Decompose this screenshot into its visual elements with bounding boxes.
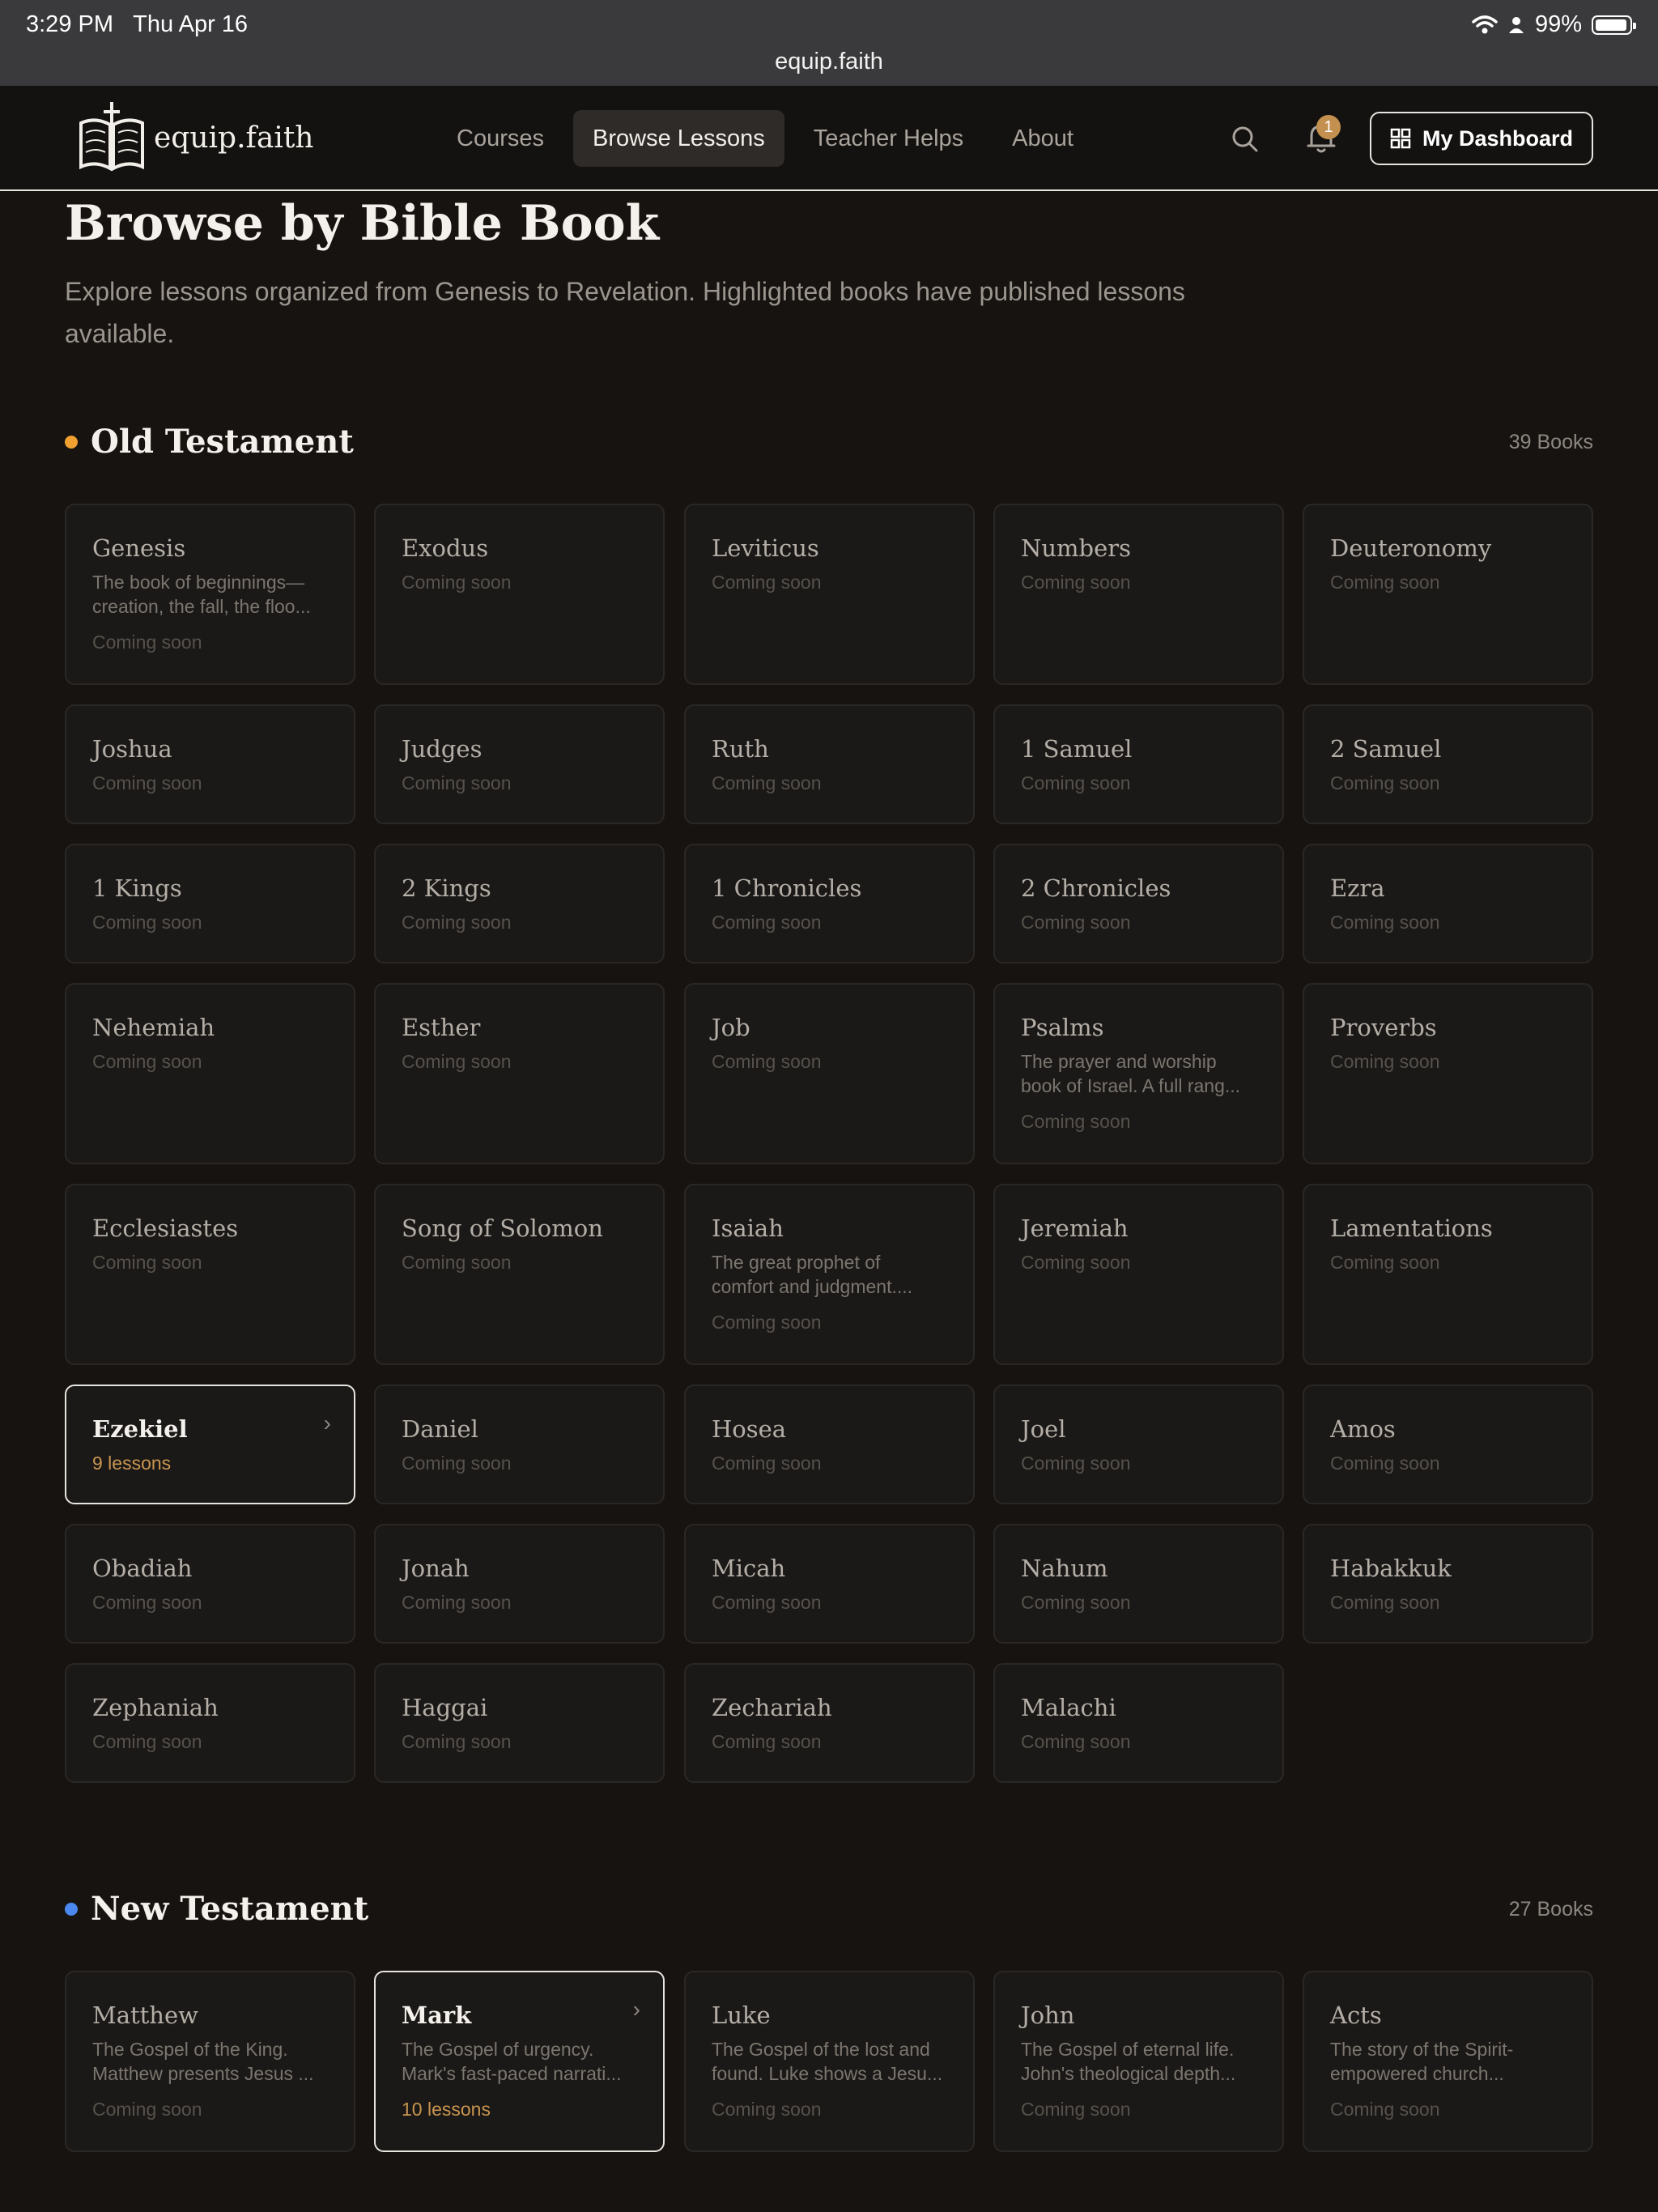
book-name: Zechariah: [712, 1694, 832, 1721]
book-status: Coming soon: [402, 1051, 512, 1072]
nav-browse-lessons[interactable]: Browse Lessons: [573, 110, 784, 167]
book-status: Coming soon: [92, 1252, 202, 1273]
book-status: Coming soon: [1330, 772, 1440, 793]
book-description: The prayer and worship book of Israel. A full rang...: [1021, 1051, 1241, 1096]
book-name: Isaiah: [712, 1214, 784, 1242]
chevron-right-icon: ›: [323, 1410, 331, 1436]
book-card-malachi[interactable]: [993, 1663, 1284, 1783]
book-name: Haggai: [402, 1694, 488, 1721]
book-name: Proverbs: [1330, 1014, 1437, 1041]
book-card-1-kings[interactable]: [65, 844, 355, 963]
book-status: Coming soon: [1330, 912, 1440, 933]
book-name: Psalms: [1021, 1014, 1104, 1041]
book-card-jonah[interactable]: [374, 1524, 665, 1644]
book-status: Coming soon: [1021, 1592, 1131, 1613]
book-status: Coming soon: [402, 1731, 512, 1752]
my-dashboard-button[interactable]: [1370, 112, 1593, 165]
book-card-deuteronomy[interactable]: [1303, 504, 1593, 685]
book-name: Ezra: [1330, 874, 1385, 902]
book-card-leviticus[interactable]: [684, 504, 975, 685]
book-name: Lamentations: [1330, 1214, 1493, 1242]
book-card-2-chronicles[interactable]: [993, 844, 1284, 963]
book-card-haggai[interactable]: [374, 1663, 665, 1783]
book-card-luke[interactable]: [684, 1971, 975, 2152]
book-card-isaiah[interactable]: [684, 1184, 975, 1365]
book-card-obadiah[interactable]: [65, 1524, 355, 1644]
book-status: Coming soon: [1021, 1252, 1131, 1273]
book-status: Coming soon: [1021, 1453, 1131, 1474]
book-card-acts[interactable]: [1303, 1971, 1593, 2152]
book-status: Coming soon: [712, 1453, 822, 1474]
book-description: The great prophet of comfort and judgment....: [712, 1252, 913, 1297]
new-testament-title: New Testament: [91, 1890, 369, 1928]
book-card-amos[interactable]: [1303, 1385, 1593, 1504]
book-name: John: [1021, 2001, 1075, 2029]
book-status: Coming soon: [402, 1252, 512, 1273]
book-card-matthew[interactable]: [65, 1971, 355, 2152]
battery-icon: [1592, 15, 1632, 35]
book-card-proverbs[interactable]: [1303, 983, 1593, 1164]
book-card-genesis[interactable]: [65, 504, 355, 685]
book-card-1-chronicles[interactable]: [684, 844, 975, 963]
old-testament-header: [65, 418, 1593, 466]
book-status: Coming soon: [1330, 572, 1440, 593]
book-status: Coming soon: [1021, 1731, 1131, 1752]
book-name: Zephaniah: [92, 1694, 219, 1721]
nav-courses[interactable]: Courses: [457, 125, 544, 151]
main-nav: [437, 110, 1093, 167]
book-card-ruth[interactable]: [684, 704, 975, 824]
book-status: Coming soon: [402, 1453, 512, 1474]
new-testament-count: 27 Books: [1508, 1898, 1593, 1921]
open-book-sword-icon: [74, 100, 149, 175]
book-card-2-samuel[interactable]: [1303, 704, 1593, 824]
book-card-psalms[interactable]: [993, 983, 1284, 1164]
book-card-nahum[interactable]: [993, 1524, 1284, 1644]
old-testament-title: Old Testament: [91, 423, 354, 461]
book-card-nehemiah[interactable]: [65, 983, 355, 1164]
book-status: Coming soon: [712, 1731, 822, 1752]
book-card-ecclesiastes[interactable]: [65, 1184, 355, 1365]
book-name: 1 Chronicles: [712, 874, 862, 902]
page-title: Browse by Bible Book: [65, 195, 660, 252]
book-name: Hosea: [712, 1415, 787, 1443]
status-bar: [0, 0, 1658, 86]
book-name: Habakkuk: [1330, 1555, 1452, 1582]
book-name: 2 Kings: [402, 874, 491, 902]
wifi-icon: [1472, 15, 1498, 35]
old-testament-count: 39 Books: [1508, 431, 1593, 453]
logo-text: equip.faith: [154, 121, 314, 155]
book-card-mark[interactable]: [374, 1971, 665, 2152]
book-name: Genesis: [92, 534, 186, 562]
book-name: Exodus: [402, 534, 489, 562]
logo[interactable]: [74, 100, 314, 175]
status-indicators: [1472, 11, 1632, 38]
book-status: Coming soon: [1021, 912, 1131, 933]
book-name: Esther: [402, 1014, 481, 1041]
book-name: Joel: [1021, 1415, 1066, 1443]
book-card-song-of-solomon[interactable]: [374, 1184, 665, 1365]
book-status: Coming soon: [92, 1731, 202, 1752]
book-description: The story of the Spirit-empowered church...: [1330, 2039, 1514, 2084]
book-status: Coming soon: [402, 1592, 512, 1613]
book-status: Coming soon: [402, 772, 512, 793]
book-description: The Gospel of the lost and found. Luke shows a Jesu...: [712, 2039, 943, 2084]
book-status: Coming soon: [92, 1592, 202, 1613]
book-name: Malachi: [1021, 1694, 1116, 1721]
book-status: Coming soon: [1021, 572, 1131, 593]
book-name: Daniel: [402, 1415, 478, 1443]
book-card-jeremiah[interactable]: [993, 1184, 1284, 1365]
book-card-esther[interactable]: [374, 983, 665, 1164]
book-description: The Gospel of the King. Matthew presents Jesus ...: [92, 2039, 314, 2084]
new-testament-header: [65, 1885, 1593, 1933]
book-description: The book of beginnings—creation, the fall, the floo...: [92, 572, 311, 617]
book-status: Coming soon: [92, 1051, 202, 1072]
book-status: Coming soon: [92, 912, 202, 933]
book-status: Coming soon: [1330, 1051, 1440, 1072]
book-status: Coming soon: [92, 2099, 202, 2120]
book-status: Coming soon: [712, 772, 822, 793]
book-status: Coming soon: [1021, 1111, 1131, 1132]
book-status: Coming soon: [712, 912, 822, 933]
book-name: Judges: [402, 735, 483, 763]
book-card-lamentations[interactable]: [1303, 1184, 1593, 1365]
new-testament-dot: [65, 1903, 78, 1916]
book-card-daniel[interactable]: [374, 1385, 665, 1504]
book-status: Coming soon: [712, 572, 822, 593]
old-testament-dot: [65, 436, 78, 449]
book-status: Coming soon: [1330, 1252, 1440, 1273]
book-name: Song of Solomon: [402, 1214, 603, 1242]
book-status: Coming soon: [1021, 772, 1131, 793]
book-status: Coming soon: [1330, 2099, 1440, 2120]
book-card-habakkuk[interactable]: [1303, 1524, 1593, 1644]
chevron-right-icon: ›: [632, 1997, 640, 2022]
book-name: Ecclesiastes: [92, 1214, 239, 1242]
book-name: Obadiah: [92, 1555, 193, 1582]
person-icon: [1507, 15, 1525, 35]
book-status: Coming soon: [712, 1312, 822, 1333]
book-name: Acts: [1330, 2001, 1382, 2029]
nav-about[interactable]: About: [1012, 125, 1073, 151]
book-status: Coming soon: [92, 632, 202, 653]
book-card-exodus[interactable]: [374, 504, 665, 685]
book-description: The Gospel of eternal life. John's theological depth...: [1021, 2039, 1236, 2084]
book-name: Ezekiel: [92, 1415, 188, 1443]
book-status: Coming soon: [712, 2099, 822, 2120]
book-name: Luke: [712, 2001, 771, 2029]
book-name: 2 Samuel: [1330, 735, 1442, 763]
book-name: Amos: [1330, 1415, 1396, 1443]
book-name: Ruth: [712, 735, 769, 763]
page-subtitle: Explore lessons organized from Genesis to Revelation. Highlighted books have published lessons available.: [65, 277, 1185, 348]
book-name: 2 Chronicles: [1021, 874, 1171, 902]
lesson-count: 10 lessons: [402, 2099, 491, 2120]
book-card-micah[interactable]: [684, 1524, 975, 1644]
book-description: The Gospel of urgency. Mark's fast-paced narrati...: [402, 2039, 622, 2084]
url-bar[interactable]: equip.faith: [775, 49, 883, 74]
lesson-count: 9 lessons: [92, 1453, 172, 1474]
book-name: Joshua: [92, 735, 172, 763]
book-name: Micah: [712, 1555, 786, 1582]
book-name: Jeremiah: [1021, 1214, 1129, 1242]
book-status: Coming soon: [402, 912, 512, 933]
book-card-joshua[interactable]: [65, 704, 355, 824]
book-card-2-kings[interactable]: [374, 844, 665, 963]
book-card-zechariah[interactable]: [684, 1663, 975, 1783]
book-status: Coming soon: [92, 772, 202, 793]
book-card-joel[interactable]: [993, 1385, 1284, 1504]
grid-icon: [1390, 128, 1411, 149]
book-card-john[interactable]: [993, 1971, 1284, 2152]
book-card-ezra[interactable]: [1303, 844, 1593, 963]
book-card-zephaniah[interactable]: [65, 1663, 355, 1783]
book-name: 1 Samuel: [1021, 735, 1133, 763]
book-name: Nahum: [1021, 1555, 1108, 1582]
book-name: Deuteronomy: [1330, 534, 1492, 562]
book-name: Mark: [402, 2001, 472, 2029]
book-card-judges[interactable]: [374, 704, 665, 824]
book-name: Job: [712, 1014, 750, 1041]
book-card-job[interactable]: [684, 983, 975, 1164]
book-card-numbers[interactable]: [993, 504, 1284, 685]
book-status: Coming soon: [712, 1592, 822, 1613]
nav-teacher-helps[interactable]: Teacher Helps: [813, 125, 964, 151]
site-header: [0, 86, 1658, 191]
status-time: 3:29 PM Thu Apr 16: [26, 11, 249, 37]
book-name: Nehemiah: [92, 1014, 215, 1041]
book-name: 1 Kings: [92, 874, 182, 902]
book-name: Leviticus: [712, 534, 819, 562]
book-status: Coming soon: [402, 572, 512, 593]
book-name: Numbers: [1021, 534, 1132, 562]
book-status: Coming soon: [1330, 1453, 1440, 1474]
book-status: Coming soon: [1330, 1592, 1440, 1613]
book-card-1-samuel[interactable]: [993, 704, 1284, 824]
my-dashboard-label: My Dashboard: [1422, 125, 1574, 151]
book-name: Matthew: [92, 2001, 198, 2029]
book-status: Coming soon: [712, 1051, 822, 1072]
book-card-ezekiel[interactable]: [65, 1385, 355, 1504]
notification-badge: 1: [1316, 115, 1341, 139]
book-status: Coming soon: [1021, 2099, 1131, 2120]
book-name: Jonah: [402, 1555, 470, 1582]
battery-percent: 99%: [1534, 11, 1582, 37]
search-icon[interactable]: [1229, 123, 1261, 155]
book-card-hosea[interactable]: [684, 1385, 975, 1504]
